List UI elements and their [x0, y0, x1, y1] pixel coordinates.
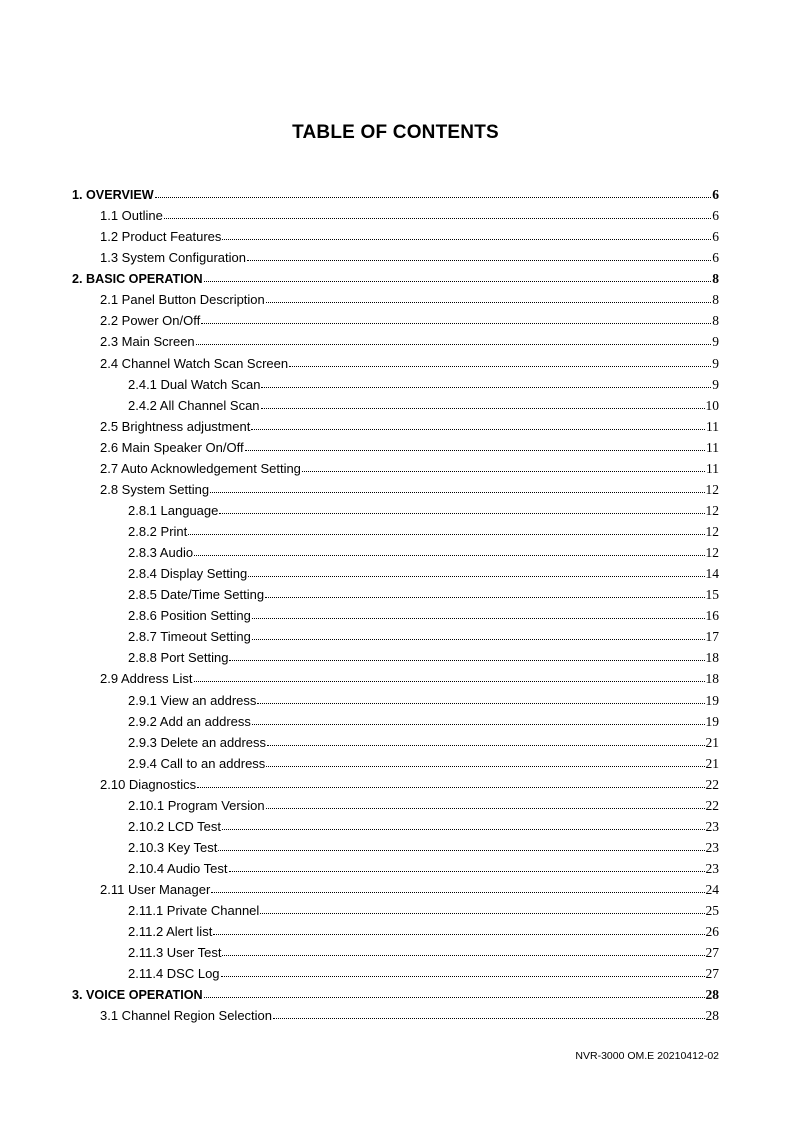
toc-subsection-entry[interactable] [72, 521, 719, 542]
toc-page-number: 27 [705, 945, 719, 961]
toc-page-number: 17 [705, 629, 719, 645]
toc-page-number: 11 [706, 439, 719, 455]
toc-page-number: 25 [705, 903, 719, 919]
dot-leader [222, 229, 711, 240]
dot-leader [222, 945, 704, 956]
dot-leader [252, 714, 705, 725]
toc-entry-label: 2.8.6 Position Setting [128, 608, 251, 624]
toc-page-number: 9 [712, 334, 719, 350]
toc-subsection-entry[interactable] [72, 732, 719, 753]
toc-entry-label: 2.11.4 DSC Log [128, 966, 220, 982]
dot-leader [289, 356, 711, 367]
dot-leader [155, 187, 712, 198]
dot-leader [197, 777, 704, 788]
dot-leader [219, 503, 704, 514]
toc-section-entry[interactable] [72, 331, 719, 352]
dot-leader [194, 545, 704, 556]
toc-entry-label: 2.11.1 Private Channel [128, 903, 260, 919]
toc-entry-label: 2.7 Auto Acknowledgement Setting [100, 460, 301, 476]
toc-entry-label: 2.9.2 Add an address [128, 713, 251, 729]
dot-leader [196, 334, 712, 345]
toc-section-entry[interactable] [72, 437, 719, 458]
toc-section-entry[interactable] [72, 879, 719, 900]
toc-page-number: 19 [705, 713, 719, 729]
toc-subsection-entry[interactable] [72, 816, 719, 837]
toc-entry-label: 2.8.7 Timeout Setting [128, 629, 251, 645]
toc-page-number: 12 [705, 524, 719, 539]
dot-leader [273, 1008, 704, 1019]
toc-page-number: 23 [705, 861, 719, 876]
toc-page-number: 22 [705, 776, 719, 792]
toc-page-number: 8 [712, 313, 719, 329]
toc-section-entry[interactable] [72, 479, 719, 500]
dot-leader [201, 313, 711, 324]
toc-page-number: 10 [705, 397, 719, 413]
toc-entry-label: 1.2 Product Features [100, 229, 222, 245]
dot-leader [266, 756, 704, 767]
toc-page-number: 9 [712, 355, 719, 371]
toc-entry-label: 2.8.5 Date/Time Setting [128, 587, 265, 603]
toc-page-number: 21 [705, 734, 719, 750]
toc-subsection-entry[interactable] [72, 963, 719, 984]
dot-leader [252, 629, 705, 640]
toc-section-entry[interactable] [72, 353, 719, 374]
toc-entry-label: 2.4.1 Dual Watch Scan [128, 376, 261, 392]
dot-leader [252, 608, 705, 619]
toc-page-number: 12 [705, 481, 719, 497]
toc-page-number: 21 [705, 755, 719, 771]
toc-subsection-entry[interactable] [72, 500, 719, 521]
toc-section-entry[interactable] [72, 247, 719, 268]
toc-entry-label: 2.4.2 All Channel Scan [128, 397, 260, 413]
toc-chapter-entry[interactable] [72, 268, 719, 289]
toc-section-entry[interactable] [72, 774, 719, 795]
dot-leader [213, 924, 704, 935]
toc-entry-label: 2.11.3 User Test [128, 945, 222, 961]
toc-page-number: 23 [705, 839, 719, 855]
toc-entry-label: 2.10.3 Key Test [128, 839, 218, 855]
dot-leader [218, 840, 704, 851]
toc-page-number: 15 [705, 587, 719, 603]
toc-subsection-entry[interactable] [72, 563, 719, 584]
toc-page-number: 22 [705, 797, 719, 813]
toc-page-number: 8 [712, 271, 719, 287]
toc-entry-label: 2.9.3 Delete an address [128, 734, 267, 750]
toc-entry-label: 1.1 Outline [100, 208, 163, 224]
toc-entry-label: 3.1 Channel Region Selection [100, 1008, 273, 1024]
toc-page-number: 6 [712, 250, 719, 266]
dot-leader [211, 882, 704, 893]
toc-entry-label: 2.5 Brightness adjustment [100, 418, 251, 434]
toc-page-number: 6 [712, 208, 719, 224]
document-code: NVR-3000 OM.E 20210412-02 [575, 1050, 719, 1062]
toc-page-number: 14 [705, 566, 719, 582]
dot-leader [210, 482, 704, 493]
toc-entry-label: 2.10.4 Audio Test [128, 861, 228, 876]
toc-entry-label: 2.10.2 LCD Test [128, 818, 221, 834]
dot-leader [188, 524, 704, 535]
toc-subsection-entry[interactable] [72, 626, 719, 647]
toc-page-number: 6 [712, 229, 719, 245]
dot-leader [265, 587, 704, 598]
toc-entry-label: 2.9.4 Call to an address [128, 755, 266, 771]
toc-entry-label: 2.9.1 View an address [128, 692, 257, 708]
toc-entry-label: 2.6 Main Speaker On/Off [100, 439, 244, 455]
toc-subsection-entry[interactable] [72, 795, 719, 816]
toc-chapter-entry[interactable] [72, 184, 719, 205]
toc-entry-label: 2.3 Main Screen [100, 334, 195, 350]
dot-leader [302, 461, 705, 472]
toc-page-number: 8 [712, 292, 719, 308]
page-title: TABLE OF CONTENTS [292, 122, 499, 143]
toc-entry-label: 2. BASIC OPERATION [72, 272, 203, 287]
dot-leader [257, 693, 704, 704]
dot-leader [194, 671, 705, 682]
dot-leader [229, 650, 704, 661]
toc-entry-label: 2.4 Channel Watch Scan Screen [100, 355, 289, 371]
toc-subsection-entry[interactable] [72, 900, 719, 921]
toc-page-number: 18 [705, 671, 719, 687]
toc-subsection-entry[interactable] [72, 942, 719, 963]
toc-page-number: 27 [705, 966, 719, 982]
toc-entry-label: 2.11 User Manager [100, 882, 211, 898]
toc-page-number: 11 [706, 418, 719, 434]
toc-section-entry[interactable] [72, 289, 719, 310]
toc-entry-label: 2.11.2 Alert list [128, 924, 213, 940]
toc-subsection-entry[interactable] [72, 605, 719, 626]
toc-entry-label: 2.8.4 Display Setting [128, 566, 248, 582]
toc-entry-label: 2.10.1 Program Version [128, 797, 265, 813]
toc-section-entry[interactable] [72, 205, 719, 226]
toc-page-number: 24 [705, 882, 719, 898]
toc-entry-label: 2.8.3 Audio [128, 545, 194, 561]
toc-subsection-entry[interactable] [72, 837, 719, 858]
toc-page-number: 23 [705, 818, 719, 834]
dot-leader [261, 398, 705, 409]
toc-page-number: 18 [705, 650, 719, 666]
toc-subsection-entry[interactable] [72, 395, 719, 416]
toc-subsection-entry[interactable] [72, 690, 719, 711]
toc-page-number: 12 [705, 502, 719, 518]
table-of-contents [72, 184, 719, 1027]
toc-subsection-entry[interactable] [72, 858, 719, 879]
dot-leader [204, 987, 705, 998]
dot-leader [261, 377, 711, 388]
toc-subsection-entry[interactable] [72, 584, 719, 605]
toc-entry-label: 2.1 Panel Button Description [100, 292, 265, 308]
toc-section-entry[interactable] [72, 1005, 719, 1026]
dot-leader [267, 735, 704, 746]
toc-entry-label: 2.2 Power On/Off [100, 313, 201, 329]
toc-page-number: 19 [705, 692, 719, 708]
toc-entry-label: 2.8 System Setting [100, 481, 210, 497]
dot-leader [251, 419, 705, 430]
toc-chapter-entry[interactable] [72, 984, 719, 1005]
toc-section-entry[interactable] [72, 668, 719, 689]
toc-section-entry[interactable] [72, 416, 719, 437]
toc-entry-label: 1.3 System Configuration [100, 250, 246, 266]
dot-leader [260, 903, 704, 914]
toc-page-number: 11 [706, 460, 719, 476]
toc-section-entry[interactable] [72, 310, 719, 331]
toc-page-number: 28 [705, 1008, 719, 1024]
dot-leader [221, 966, 705, 977]
toc-entry-label: 2.10 Diagnostics [100, 776, 197, 792]
toc-subsection-entry[interactable] [72, 711, 719, 732]
toc-entry-label: 2.9 Address List [100, 671, 193, 687]
dot-leader [222, 819, 705, 830]
toc-page-number: 16 [705, 608, 719, 624]
toc-section-entry[interactable] [72, 226, 719, 247]
toc-subsection-entry[interactable] [72, 374, 719, 395]
dot-leader [266, 292, 711, 303]
toc-page-number: 6 [712, 187, 719, 202]
toc-page-number: 28 [705, 987, 719, 1003]
toc-subsection-entry[interactable] [72, 647, 719, 668]
dot-leader [247, 250, 711, 261]
toc-subsection-entry[interactable] [72, 542, 719, 563]
toc-section-entry[interactable] [72, 458, 719, 479]
dot-leader [204, 271, 712, 282]
toc-entry-label: 2.8.2 Print [128, 524, 188, 539]
toc-subsection-entry[interactable] [72, 921, 719, 942]
dot-leader [229, 861, 705, 872]
toc-entry-label: 1. OVERVIEW [72, 188, 154, 202]
toc-subsection-entry[interactable] [72, 753, 719, 774]
toc-page-number: 9 [712, 376, 719, 392]
toc-page-number: 12 [705, 545, 719, 561]
toc-page-number: 26 [705, 924, 719, 940]
dot-leader [164, 208, 711, 219]
dot-leader [245, 440, 705, 451]
dot-leader [248, 566, 704, 577]
toc-entry-label: 2.8.1 Language [128, 502, 219, 518]
toc-entry-label: 2.8.8 Port Setting [128, 650, 229, 666]
toc-entry-label: 3. VOICE OPERATION [72, 988, 203, 1003]
dot-leader [266, 798, 705, 809]
